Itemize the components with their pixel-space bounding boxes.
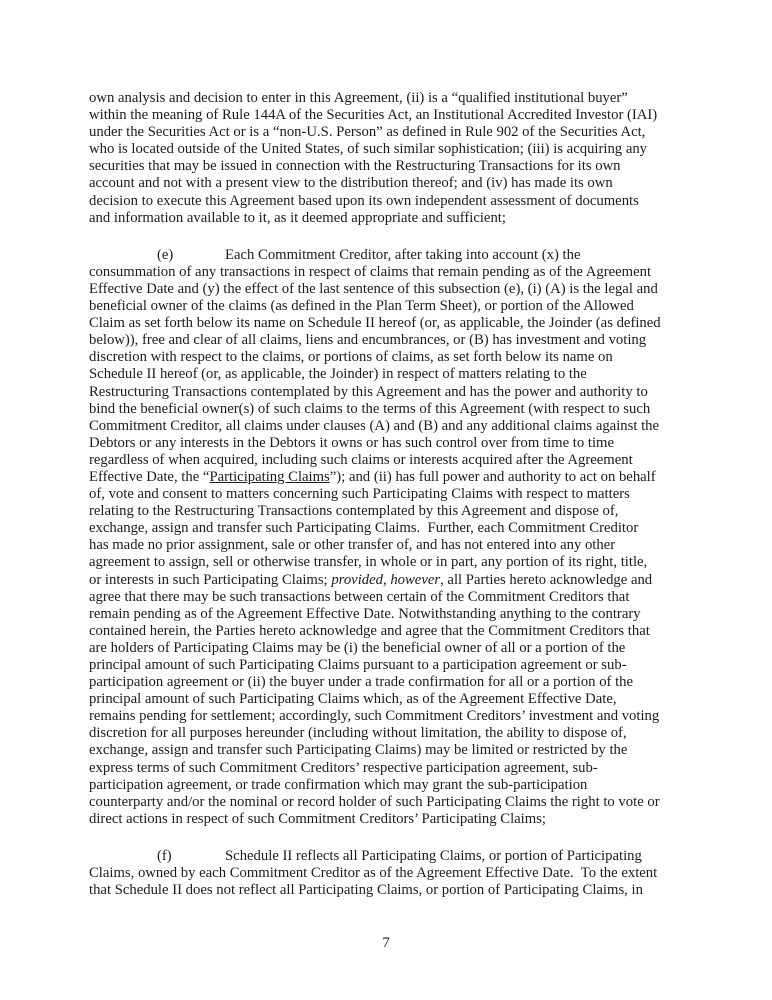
text-line: within the meaning of Rule 144A of the Securities Act, an Institutional Accredited Investor (IAI): [89, 107, 658, 124]
text-line: securities that may be issued in connection with the Restructuring Transactions for its own: [89, 158, 621, 175]
italic-text: provided, however: [331, 571, 441, 588]
text-line: participation agreement, or trade confirmation which may grant the sub-participation: [89, 776, 588, 793]
page-number: 7: [382, 935, 390, 951]
text-line: Debtors or any interests in the Debtors it owns or has such control over from time to time: [89, 434, 614, 451]
text-line: [89, 469, 691, 486]
text-line: exchange, assign and transfer such Participating Claims. Further, each Commitment Creditor: [89, 520, 639, 537]
text-segment: , all Parties hereto acknowledge and: [440, 571, 653, 588]
text-line: beneficial owner of the claims (as defined in the Plan Term Sheet), or portion of the Allowed: [89, 298, 634, 315]
text-line: contained herein, the Parties hereto acknowledge and agree that the Commitment Creditors that: [89, 622, 650, 639]
text-line: bind the beneficial owner(s) of such claims to the terms of this Agreement (with respect to such: [89, 400, 651, 417]
text-line: under the Securities Act or is a “non-U.S. Person” as defined in Rule 902 of the Securities Act,: [89, 124, 646, 141]
text-line: Restructuring Transactions contemplated by this Agreement and has the power and authority to: [89, 383, 648, 400]
text-segment: Effective Date, the “: [89, 468, 210, 485]
text-line: principal amount of such Participating Claims which, as of the Agreement Effective Date,: [89, 691, 617, 708]
text-line: express terms of such Commitment Creditors’ respective participation agreement, sub-: [89, 759, 598, 776]
paragraph: [89, 90, 691, 227]
text-line: (e) Each Commitment Creditor, after taking into account (x) the: [157, 246, 581, 263]
text-line: Claim as set forth below its name on Schedule II hereof (or, as applicable, the Joinder (as defined: [89, 315, 661, 332]
text-line: exchange, assign and transfer such Participating Claims) may be limited or restricted by the: [89, 742, 628, 759]
text-line: relating to the Restructuring Transactions contemplated by this Agreement and dispose of,: [89, 503, 619, 520]
paragraph-label: (e): [157, 246, 174, 263]
text-line: remains pending for settlement; accordingly, such Commitment Creditors’ investment and voting: [89, 708, 660, 725]
text-line: consummation of any transactions in respect of claims that remain pending as of the Agreement: [89, 263, 652, 280]
text-line: and information available to it, as it deemed appropriate and sufficient;: [89, 209, 506, 226]
text-segment: ”); and (ii) has full power and authority to act on behalf: [329, 468, 656, 485]
text-line: direct actions in respect of such Commitment Creditors’ Participating Claims;: [89, 810, 546, 827]
text-line: remain pending as of the Agreement Effective Date. Notwithstanding anything to the contrary: [89, 605, 641, 622]
text-line: below)), free and clear of all claims, liens and encumbrances, or (B) has investment and voting: [89, 332, 647, 349]
text-segment: or interests in such Participating Claims;: [89, 571, 332, 588]
text-line: own analysis and decision to enter in this Agreement, (ii) is a “qualified institutional buyer”: [89, 90, 628, 106]
page-footer: [0, 935, 772, 952]
text-line: discretion with respect to the claims, or portions of claims, as set forth below its name on: [89, 349, 613, 366]
text-line: that Schedule II does not reflect all Participating Claims, or portion of Participating Claims, in: [89, 882, 643, 899]
text-line: of, vote and consent to matters concerning such Participating Claims with respect to matters: [89, 486, 630, 503]
text-line: Schedule II hereof (or, as applicable, the Joinder) in respect of matters relating to the: [89, 366, 587, 383]
text-line: participation agreement or (ii) the buyer under a trade confirmation for all or a portion of the: [89, 674, 634, 691]
text-line: Commitment Creditor, all claims under clauses (A) and (B) and any additional claims against the: [89, 417, 660, 434]
text-line: agreement to assign, sell or otherwise transfer, in whole or in part, any portion of its right, title,: [89, 554, 648, 571]
text-line: principal amount of such Participating Claims pursuant to a participation agreement or sub-: [89, 657, 627, 673]
text-line: who is located outside of the United States, of such similar sophistication; (iii) is acquiring any: [89, 141, 648, 158]
text-line: agree that there may be such transactions between certain of the Commitment Creditors that: [89, 588, 630, 605]
text-line: decision to execute this Agreement based upon its own independent assessment of documents: [89, 192, 639, 209]
paragraph: [89, 848, 691, 899]
text-line: counterparty and/or the nominal or record holder of such Participating Claims the right to vote or: [89, 793, 660, 810]
document-body: [89, 90, 691, 899]
text-line: (f) Schedule II reflects all Participating Claims, or portion of Participating: [157, 847, 642, 864]
text-line: Claims, owned by each Commitment Creditor as of the Agreement Effective Date. To the extent: [89, 865, 658, 882]
text-line: [89, 572, 691, 589]
text-line: discretion for all purposes hereunder (including without limitation, the ability to dispose of,: [89, 725, 627, 742]
text-line: are holders of Participating Claims may be (i) the beneficial owner of all or a portion of the: [89, 639, 626, 656]
underlined-text: Participating Claims: [209, 468, 330, 485]
text-line: Effective Date and (y) the effect of the last sentence of this subsection (e), (i) (A) is the legal and: [89, 280, 658, 297]
paragraph-label: (f): [157, 847, 172, 864]
text-line: has made no prior assignment, sale or other transfer of, and has not entered into any other: [89, 537, 616, 554]
text-line: account and not with a present view to the distribution thereof; and (iv) has made its own: [89, 175, 613, 192]
text-line: regardless of when acquired, including such claims or interests acquired after the Agreement: [89, 451, 633, 468]
paragraph: [89, 247, 691, 828]
